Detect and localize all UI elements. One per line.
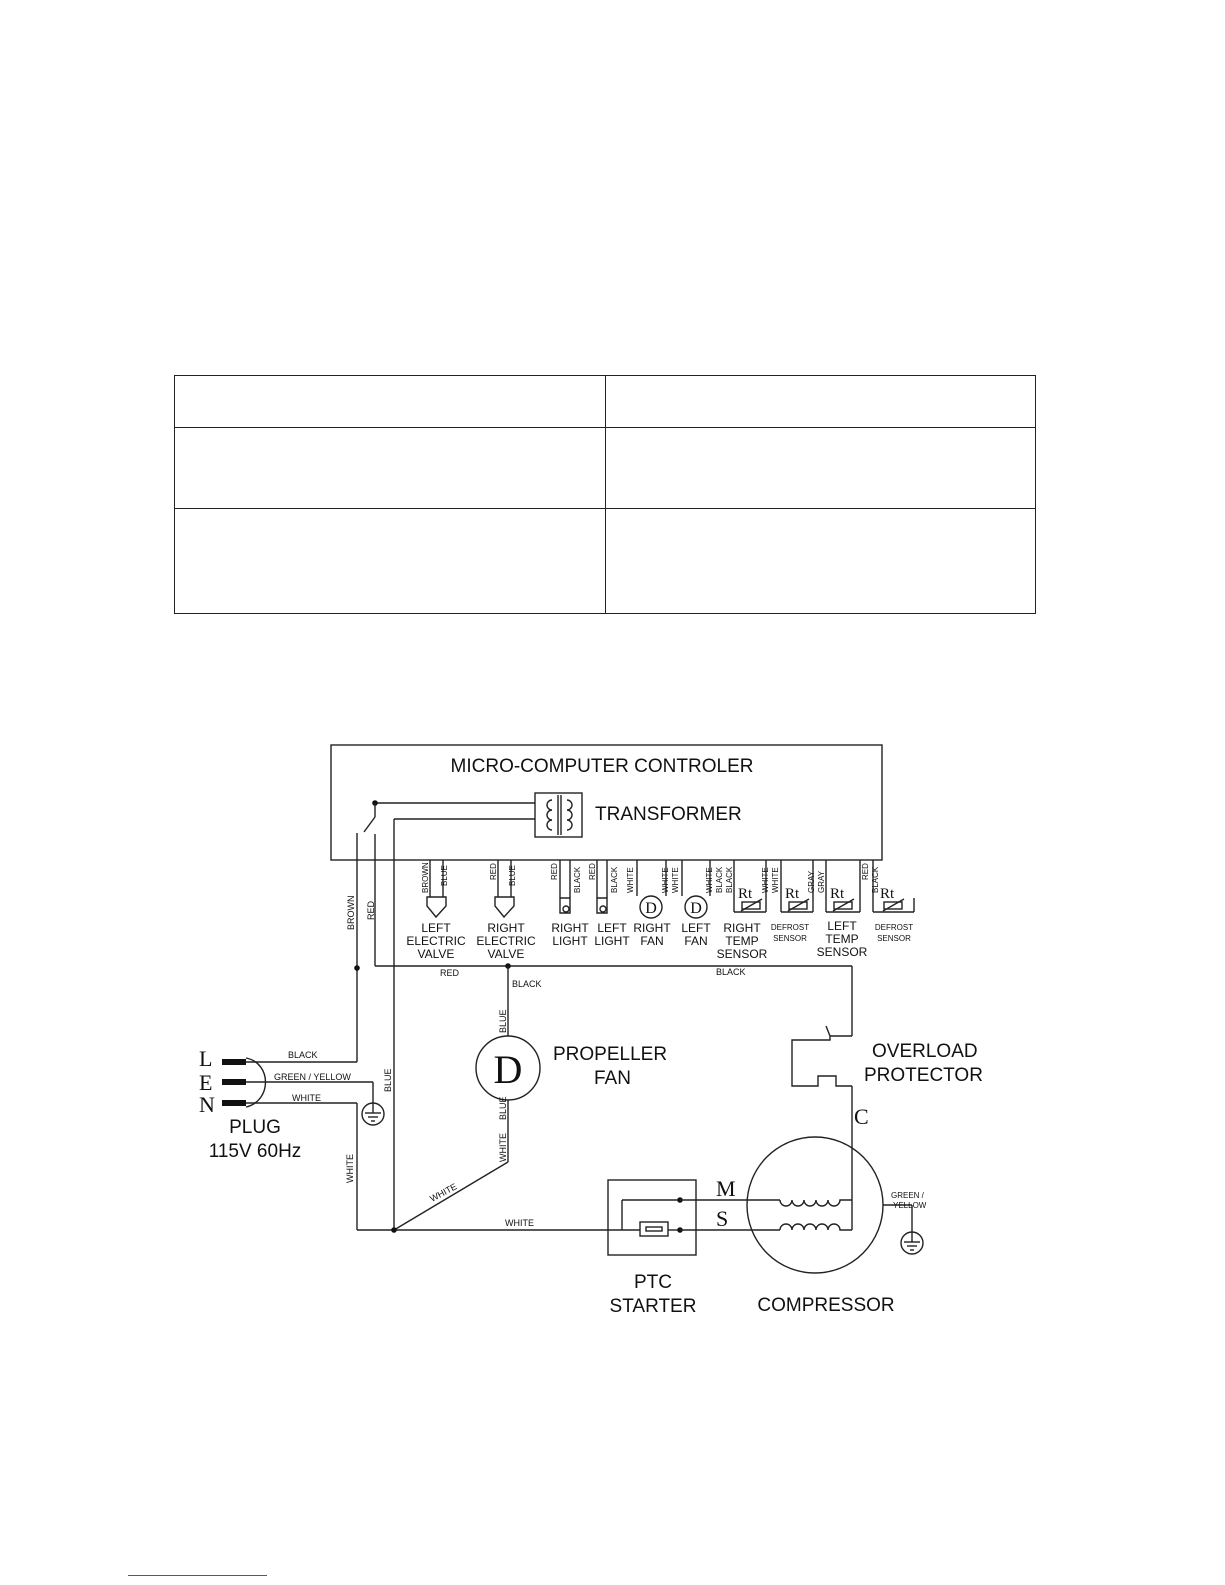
defrost-sensor-1 bbox=[761, 860, 813, 943]
wire-label-black: BLACK bbox=[871, 866, 880, 893]
wire-label-gray: GRAY bbox=[807, 870, 816, 893]
wire-label-white: WHITE bbox=[771, 867, 780, 893]
wire-label-blue: BLUE bbox=[383, 1068, 393, 1092]
footer-link-underline[interactable] bbox=[128, 1575, 267, 1576]
thermistor-symbol: Rt bbox=[738, 886, 753, 902]
component-label: RIGHT bbox=[633, 921, 671, 935]
component-label: TEMP bbox=[725, 934, 759, 948]
wire-label-red: RED bbox=[366, 900, 376, 920]
transformer-coil-icon bbox=[547, 800, 552, 830]
component-label: COMPRESSOR bbox=[757, 1295, 895, 1316]
plug-e-label: E bbox=[199, 1070, 213, 1095]
compressor bbox=[747, 1086, 895, 1316]
component-label: DEFROST bbox=[874, 923, 914, 932]
component-label: LIGHT bbox=[594, 934, 630, 948]
controller-title: MICRO-COMPUTER CONTROLER bbox=[450, 756, 754, 777]
plug-pin-icon bbox=[222, 1100, 246, 1106]
ground-icon bbox=[362, 1103, 384, 1125]
compressor-c-label: C bbox=[854, 1104, 869, 1129]
component-label: RIGHT bbox=[487, 921, 525, 935]
component-label: PTC bbox=[634, 1272, 672, 1293]
component-label: LEFT bbox=[681, 921, 711, 935]
right-temp-sensor bbox=[715, 860, 768, 961]
wire-label-gray: GRAY bbox=[817, 870, 826, 893]
lamp-icon bbox=[563, 906, 569, 912]
wire-label-white: WHITE bbox=[671, 867, 680, 893]
wire-label-blue: BLUE bbox=[498, 1096, 508, 1120]
wire-label-black: BLACK bbox=[715, 866, 724, 893]
left-fan bbox=[681, 860, 714, 948]
left-light bbox=[588, 860, 630, 948]
left-temp-sensor bbox=[807, 860, 868, 959]
component-label: OVERLOAD bbox=[872, 1041, 978, 1062]
plug-l-label: L bbox=[199, 1046, 213, 1071]
component-label: FAN bbox=[594, 1068, 631, 1089]
component-label: PROTECTOR bbox=[864, 1065, 983, 1086]
switch-icon bbox=[364, 817, 375, 832]
defrost-sensor-2 bbox=[861, 860, 914, 943]
component-label: VALVE bbox=[487, 947, 525, 961]
run-winding-icon bbox=[780, 1200, 852, 1206]
compressor-s-label: S bbox=[716, 1206, 729, 1231]
component-label: FAN bbox=[640, 934, 664, 948]
component-label: TEMP bbox=[825, 932, 859, 946]
component-label: RIGHT bbox=[723, 921, 761, 935]
valve-icon bbox=[495, 897, 514, 917]
overload-protector-icon bbox=[792, 1026, 852, 1086]
wire-label-red: RED bbox=[440, 968, 460, 978]
wire-label-red: RED bbox=[550, 863, 559, 880]
valve-icon bbox=[427, 897, 446, 917]
component-label: LEFT bbox=[421, 921, 451, 935]
component-label: DEFROST bbox=[770, 923, 810, 932]
wire-label-black: BLACK bbox=[288, 1050, 318, 1060]
wire-label-red: RED bbox=[588, 863, 597, 880]
wire-label-black: BLACK bbox=[512, 979, 542, 989]
component-label: STARTER bbox=[609, 1296, 697, 1317]
thermistor-symbol: Rt bbox=[880, 886, 895, 902]
component-label: SENSOR bbox=[716, 947, 768, 961]
wire-label-white: WHITE bbox=[345, 1154, 355, 1183]
wire-label-black: BLACK bbox=[573, 866, 582, 893]
left-electric-valve bbox=[406, 860, 466, 961]
component-label: LEFT bbox=[597, 921, 627, 935]
component-label: ELECTRIC bbox=[406, 934, 466, 948]
wire-label-blue: BLUE bbox=[498, 1009, 508, 1033]
lamp-icon bbox=[600, 906, 606, 912]
component-label: SENSOR bbox=[773, 934, 807, 943]
wire-label-black: BLACK bbox=[716, 967, 746, 977]
transformer-coil-icon bbox=[567, 800, 572, 830]
wire-label-white: WHITE bbox=[761, 867, 770, 893]
component-label: RIGHT bbox=[551, 921, 589, 935]
ptc-thermistor-icon bbox=[640, 1222, 668, 1236]
wire-label-white: WHITE bbox=[661, 867, 670, 893]
component-label: PLUG bbox=[229, 1117, 281, 1138]
wire-label-white: WHITE bbox=[705, 867, 714, 893]
right-light bbox=[550, 860, 589, 948]
component-label: SENSOR bbox=[816, 945, 868, 959]
wire-label-white: WHITE bbox=[292, 1093, 321, 1103]
plug-n-label: N bbox=[199, 1092, 215, 1117]
component-label: LIGHT bbox=[552, 934, 588, 948]
plug bbox=[199, 1046, 301, 1162]
thermistor-symbol: Rt bbox=[785, 886, 800, 902]
right-fan bbox=[626, 860, 680, 948]
component-label: VALVE bbox=[417, 947, 455, 961]
wire-label-black: BLACK bbox=[610, 866, 619, 893]
wire-label-black: BLACK bbox=[725, 866, 734, 893]
fan-motor-symbol: D bbox=[493, 1047, 523, 1092]
wire-label-brown: BROWN bbox=[346, 895, 356, 930]
transformer-label: TRANSFORMER bbox=[595, 804, 742, 825]
overload-protector bbox=[792, 1026, 983, 1086]
plug-pin-icon bbox=[222, 1059, 246, 1065]
component-label: SENSOR bbox=[877, 934, 911, 943]
component-label: ELECTRIC bbox=[476, 934, 536, 948]
fan-motor-symbol: D bbox=[690, 900, 702, 917]
start-winding-icon bbox=[780, 1224, 852, 1230]
wire-label-brown: BROWN bbox=[421, 862, 430, 893]
wire-label-green-yellow: GREEN / YELLOW bbox=[274, 1072, 351, 1082]
ground-icon bbox=[901, 1232, 923, 1254]
wire-label-yellow: YELLOW bbox=[893, 1201, 927, 1210]
compressor-m-label: M bbox=[716, 1176, 736, 1201]
wire-label-white: WHITE bbox=[498, 1133, 508, 1162]
wire-label-red: RED bbox=[489, 863, 498, 880]
transformer bbox=[535, 793, 742, 837]
component-label: FAN bbox=[684, 934, 708, 948]
wire-label-blue: BLUE bbox=[508, 865, 517, 886]
component-label: PROPELLER bbox=[553, 1044, 668, 1065]
component-label: LEFT bbox=[827, 919, 857, 933]
wire-label-red: RED bbox=[861, 863, 870, 880]
thermistor-symbol: Rt bbox=[830, 886, 845, 902]
plug-pin-icon bbox=[222, 1079, 246, 1085]
wire-label-white: WHITE bbox=[626, 867, 635, 893]
wire-label-blue: BLUE bbox=[440, 865, 449, 886]
component-label: 115V 60Hz bbox=[208, 1141, 302, 1162]
wire-label-green: GREEN / bbox=[891, 1191, 924, 1200]
propeller-fan bbox=[476, 1036, 667, 1100]
right-electric-valve bbox=[476, 860, 536, 961]
fan-motor-symbol: D bbox=[645, 900, 657, 917]
wire-label-white: WHITE bbox=[505, 1218, 534, 1228]
wire-label-white: WHITE bbox=[428, 1181, 459, 1204]
